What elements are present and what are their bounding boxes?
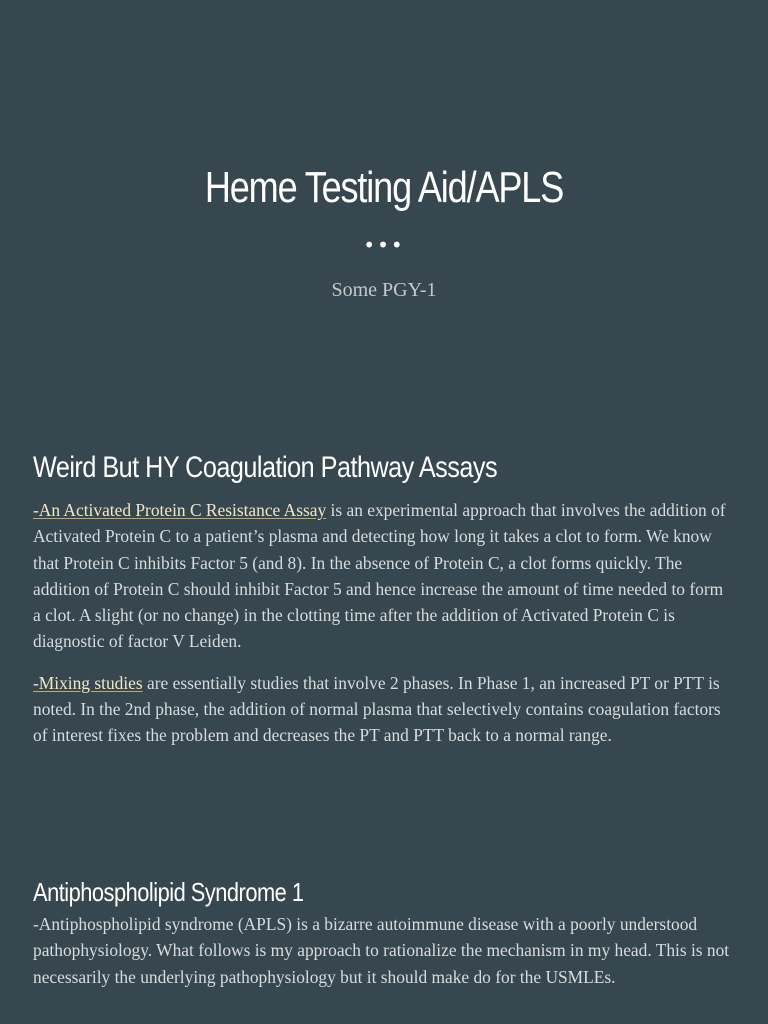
paragraph-text: are essentially studies that involve 2 phases. In Phase 1, an increased PT or PTT is noted. In the 2nd phase, the addition of normal plasma that selectively contains coagulation factors of interest fixes the problem and decreases the PT and PTT back to a normal range.: [33, 672, 721, 746]
section-heading: Antiphospholipid Syndrome 1: [33, 877, 304, 907]
section-coagulation-assays: [33, 448, 733, 749]
page-subtitle: Some PGY-1: [331, 279, 437, 301]
page-title: Heme Testing Aid/APLS: [204, 163, 564, 212]
section-apls: [33, 874, 733, 990]
paragraph-apls-intro: -Antiphospholipid syndrome (APLS) is a bizarre autoimmune disease with a poorly understood pathophysiology. What follows is my approach to rationalize the mechanism in my head. This is not necessarily the underlying pathophysiology but it should make do for the USMLEs.: [33, 914, 730, 987]
divider-dots: •••: [363, 233, 405, 257]
term-mixing-studies: -Mixing studies: [33, 672, 143, 693]
section-heading: Weird But HY Coagulation Pathway Assays: [33, 451, 498, 484]
term-apc-resistance-assay: -An Activated Protein C Resistance Assay: [33, 500, 327, 520]
paragraph-text: is an experimental approach that involves the addition of Activated Protein C to a patient’s plasma and detecting how long it takes a clot to form. We know that Protein C inhibits Factor 5 (and 8). In the absence of Protein C, a clot forms quickly. The addition of Protein C should inhibit Factor 5 and hence increase the amount of time needed to form a clot. A slight (or no change) in the clotting time after the addition of Activated Protein C is diagnostic of factor V Leiden.: [33, 500, 726, 652]
paragraph-apc-resistance: [33, 497, 733, 655]
paragraph-mixing-studies: [33, 670, 733, 749]
